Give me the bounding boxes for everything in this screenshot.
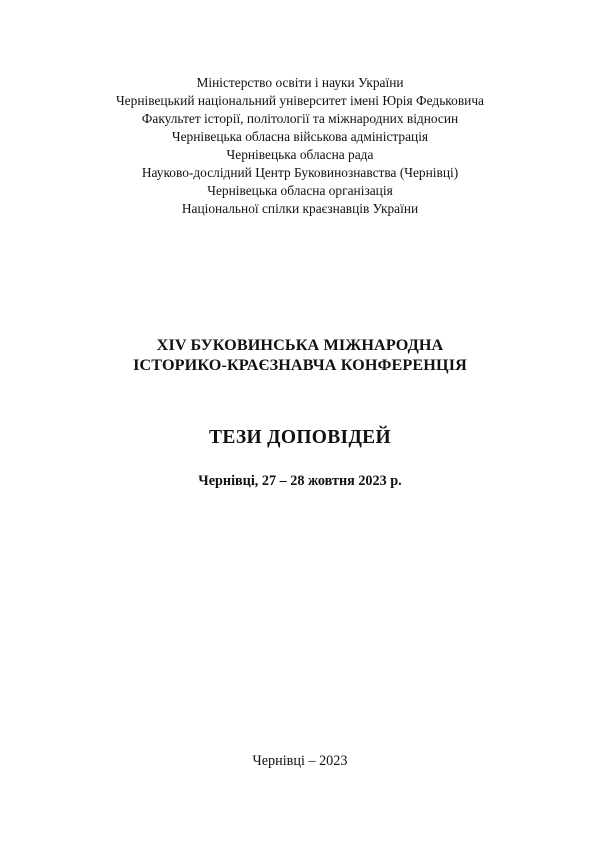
conference-title [0, 335, 600, 375]
conference-title-line-2: ІСТОРИКО-КРАЄЗНАВЧА КОНФЕРЕНЦІЯ [133, 356, 467, 374]
conference-date-place: Чернівці, 27 – 28 жовтня 2023 р. [198, 473, 402, 489]
organizations-block [0, 74, 600, 218]
document-type-heading: ТЕЗИ ДОПОВІДЕЙ [209, 427, 391, 448]
organization-line: Чернівецький національний університет імені Юрія Федьковича [115, 93, 484, 108]
organization-line: Науково-дослідний Центр Буковинознавства (Чернівці) [141, 165, 459, 180]
conference-title-line-1: XIV БУКОВИНСЬКА МІЖНАРОДНА [156, 336, 444, 354]
organization-line: Міністерство освіти і науки України [196, 75, 404, 90]
organization-line: Факультет історії, політології та міжнародних відносин [141, 111, 459, 126]
publication-imprint: Чернівці – 2023 [252, 753, 348, 769]
organization-line: Чернівецька обласна організація [207, 183, 393, 198]
organization-line: Національної спілки краєзнавців України [181, 201, 419, 216]
organization-line: Чернівецька обласна військова адміністрація [171, 129, 429, 144]
organization-line: Чернівецька обласна рада [226, 147, 374, 162]
